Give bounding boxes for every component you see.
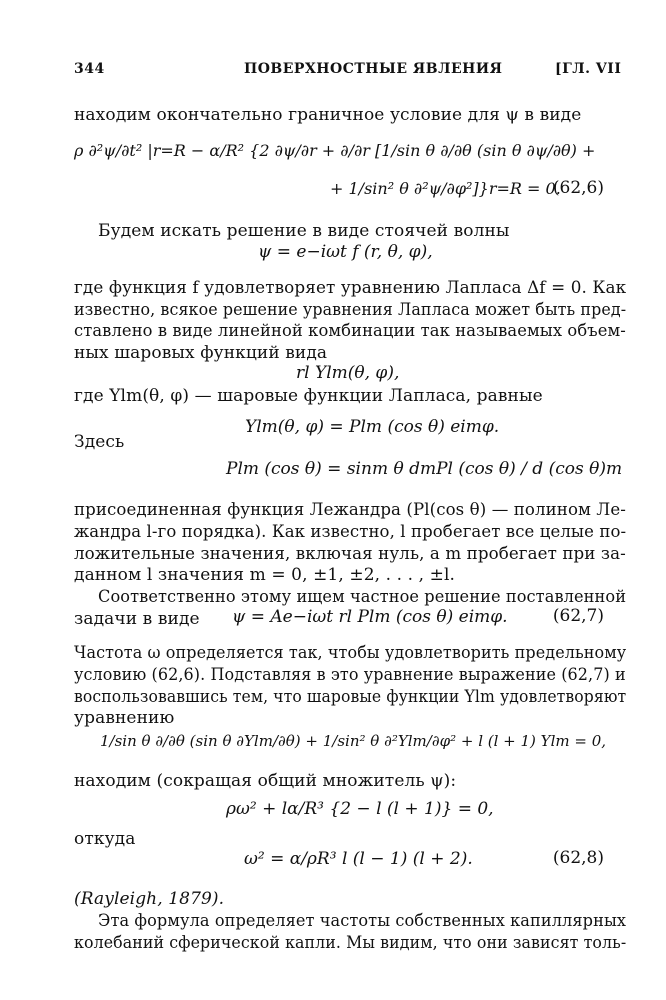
equation-62-7: ψ = Ae−iωt rl Plm (cos θ) eimφ. [232,607,508,627]
paragraph-line: Будем искать решение в виде стоячей волны [98,221,510,241]
equation-spherical-harmonics: 1/sin θ ∂/∂θ (sin θ ∂Ylm/∂θ) + 1/sin² θ ∂²Ylm/∂φ² + l (l + 1) Ylm = 0, [100,732,607,750]
equation-number: (62,7) [552,606,604,626]
paragraph-line: откуда [74,829,136,849]
equation-laplace-functions: Ylm(θ, φ) = Plm (cos θ) eimφ. [245,417,500,437]
paragraph-line: Соответственно этому ищем частное решение поставленной [98,587,627,607]
paragraph-line: присоединенная функция Лежандра (Pl(cos θ) — полином Ле- [74,500,626,520]
equation-62-6-line1: ρ ∂²ψ/∂t² |r=R − α/R² {2 ∂ψ/∂r + ∂/∂r [1/sin θ ∂/∂θ (sin θ ∂ψ/∂θ) + [74,141,596,160]
paragraph-line: ставлено в виде линейной комбинации так называемых объем- [74,321,626,341]
paragraph-line: находим окончательно граничное условие для ψ в виде [74,105,582,125]
equation-number: (62,8) [552,848,604,868]
paragraph-line: ложительные значения, включая нуль, а m пробегает при за- [74,544,626,564]
equation-number: (62,6) [552,178,604,198]
equation-spherical-functions: rl Ylm(θ, φ), [296,363,400,383]
paragraph-line: Эта формула определяет частоты собственных капиллярных [98,911,627,931]
paragraph-line: уравнению [74,708,175,728]
citation: (Rayleigh, 1879). [74,889,225,909]
paragraph-line: находим (сокращая общий множитель ψ): [74,771,457,791]
paragraph-line: данном l значения m = 0, ±1, ±2, . . . , ±l. [74,565,456,585]
paragraph-line: где функция f удовлетворяет уравнению Лапласа Δf = 0. Как [74,278,627,298]
paragraph-line: задачи в виде [74,609,200,629]
paragraph-line: воспользовавшись тем, что шаровые функции Ylm удовлетворяют [74,687,627,707]
paragraph-line: ных шаровых функций вида [74,343,328,363]
page-number: 344 [74,61,105,77]
paragraph-line: Здесь [74,432,125,452]
paragraph-line: условию (62,6). Подставляя в это уравнение выражение (62,7) и [74,665,626,685]
paragraph-line: известно, всякое решение уравнения Лапласа может быть пред- [74,300,627,320]
running-title: ПОВЕРХНОСТНЫЕ ЯВЛЕНИЯ [244,61,503,77]
paragraph-line: колебаний сферической капли. Мы видим, что они зависят толь- [74,933,627,953]
equation-legendre: Plm (cos θ) = sinm θ dmPl (cos θ) / d (cos θ)m [226,459,623,479]
equation-frequency-condition: ρω² + lα/R³ {2 − l (l + 1)} = 0, [226,799,494,819]
paragraph-line: где Ylm(θ, φ) — шаровые функции Лапласа, равные [74,386,543,406]
paragraph-line: Частота ω определяется так, чтобы удовлетворить предельному [74,643,627,663]
chapter-label: [ГЛ. VII [555,61,622,77]
equation-62-8: ω² = α/ρR³ l (l − 1) (l + 2). [244,849,473,869]
paragraph-line: жандра l-го порядка). Как известно, l пробегает все целые по- [74,522,627,542]
equation-standing-wave: ψ = e−iωt f (r, θ, φ), [258,242,433,262]
equation-62-6-line2: + 1/sin² θ ∂²ψ/∂φ²]}r=R = 0. [330,179,561,198]
